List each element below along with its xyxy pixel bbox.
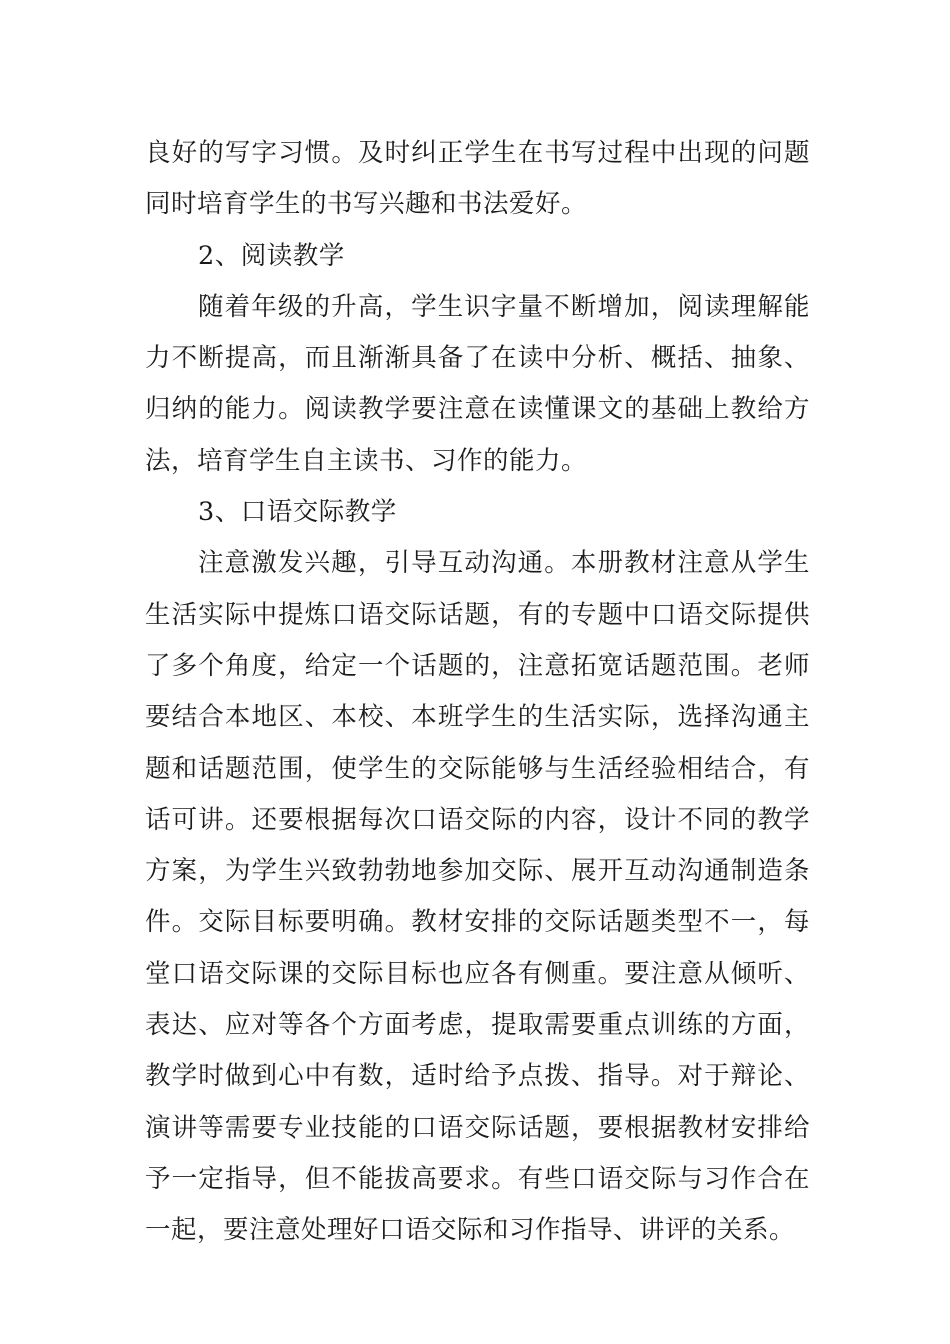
paragraph-writing-habits: 良好的写字习惯。及时纠正学生在书写过程中出现的问题同时培育学生的书写兴趣和书法爱好。 bbox=[145, 138, 810, 220]
paragraph-reading-teaching: 随着年级的升高，学生识字量不断增加，阅读理解能力不断提高，而且渐渐具备了在读中分析、概括、抽象、归纳的能力。阅读教学要注意在读懂课文的基础上教给方法，培育学生自主读书、习作的能力。 bbox=[145, 291, 810, 476]
heading-reading-teaching: 2、阅读教学 bbox=[198, 240, 345, 271]
document-body bbox=[145, 128, 810, 1257]
paragraph-oral-communication: 注意激发兴趣，引导互动沟通。本册教材注意从学生生活实际中提炼口语交际话题，有的专题中口语交际提供了多个角度，给定一个话题的，注意拓宽话题范围。老师要结合本地区、本校、本班学生的生活实际，选择沟通主题和话题范围，使学生的交际能够与生活经验相结合，有话可讲。还要根据每次口语交际的内容，设计不同的教学方案，为学生兴致勃勃地参加交际、展开互动沟通制造条件。交际目标要明确。教材安排的交际话题类型不一，每堂口语交际课的交际目标也应各有侧重。要注意从倾听、表达、应对等各个方面考虑，提取需要重点训练的方面，教学时做到心中有数，适时给予点拨、指导。对于辩论、演讲等需要专业技能的口语交际话题，要根据教材安排给予一定指导，但不能拔高要求。有些口语交际与习作合在一起，要注意处理好口语交际和习作指导、讲评的关系。 bbox=[145, 548, 810, 1246]
heading-oral-communication: 3、口语交际教学 bbox=[198, 497, 397, 528]
